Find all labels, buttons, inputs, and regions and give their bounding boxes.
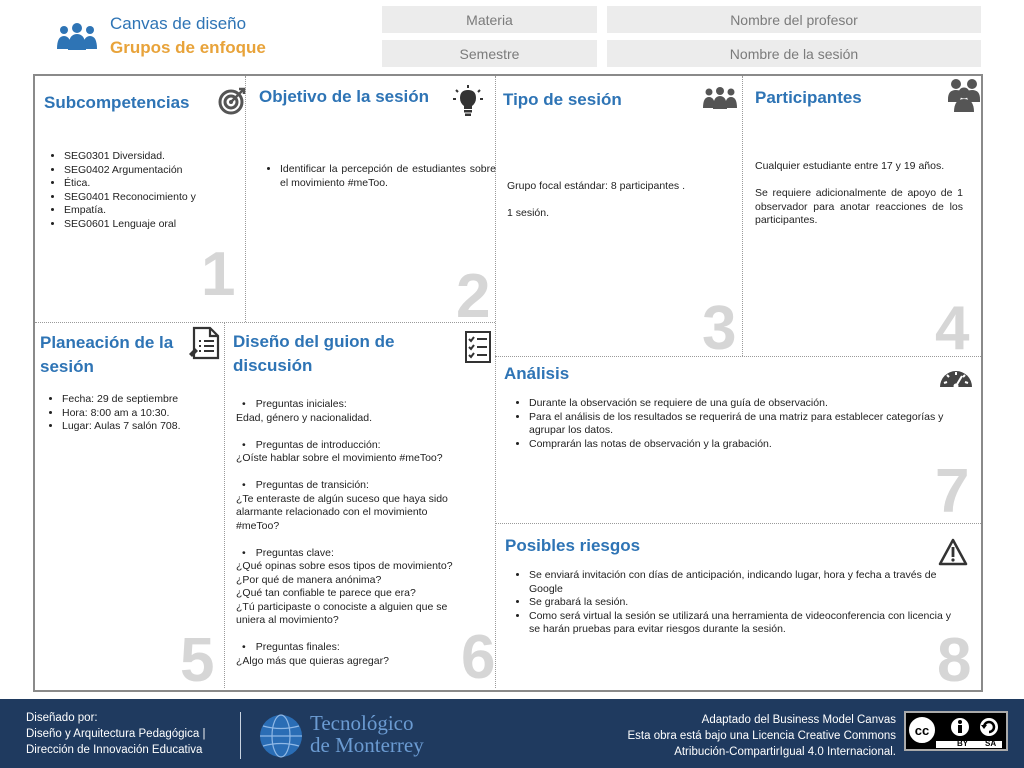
divider <box>224 322 225 688</box>
list-item: • Se enviará invitación con días de anticipación, indicando lugar, hora y fecha a través de Google <box>529 569 959 596</box>
question-line: alarmante relacionado con el movimiento <box>236 506 428 518</box>
group-icon <box>56 22 98 52</box>
analisis-title: Análisis <box>504 364 570 383</box>
analisis-list <box>507 397 959 451</box>
panel-number: 2 <box>456 262 491 331</box>
question-line: #meToo? <box>236 519 280 532</box>
tipo-title: Tipo de sesión <box>503 90 622 109</box>
logo-line: Tecnológico <box>310 711 414 735</box>
credits-line: Dirección de Innovación Educativa <box>26 744 203 756</box>
question-heading: • Preguntas de transición: <box>236 479 488 493</box>
guion-title-line2: discusión <box>233 356 313 375</box>
footer-license <box>560 712 896 760</box>
question-heading: • Preguntas iniciales: <box>236 398 488 412</box>
semestre-field[interactable]: Semestre <box>382 40 597 67</box>
question-heading: • Preguntas clave: <box>236 547 488 561</box>
credits-line: Diseñado por: <box>26 712 98 724</box>
tipo-text-2: 1 sesión. <box>507 207 550 219</box>
riesgos-title: Posibles riesgos <box>505 536 641 555</box>
list-item: • Comprarán las notas de observación y la grabación. <box>529 438 959 452</box>
logo-line: de Monterrey <box>310 733 424 757</box>
question-line: ¿Oíste hablar sobre el movimiento #meToo? <box>236 452 443 464</box>
checklist-icon <box>464 330 492 364</box>
question-line: ¿Tú participaste o conociste a alguien que se <box>236 600 448 613</box>
document-icon <box>187 326 221 360</box>
tec-logo-text <box>310 712 424 756</box>
list-item: • Ética. <box>64 177 254 191</box>
question-heading: • Preguntas finales: <box>236 641 488 655</box>
divider <box>495 356 981 357</box>
lightbulb-icon <box>453 85 483 115</box>
people-icon <box>947 77 981 113</box>
footer-credits <box>26 710 205 758</box>
planeacion-title <box>40 331 173 379</box>
cc-license-badge[interactable] <box>904 711 1008 751</box>
list-item: • Como será virtual la sesión se utilizará una herramienta de videoconferencia con licencia y se harán pruebas para evitar riesgos durante la sesión. <box>529 610 959 637</box>
list-item: • Hora: 8:00 am a 10:30. <box>62 407 242 421</box>
tipo-text-1: Grupo focal estándar: 8 participantes . <box>507 180 686 192</box>
participantes-text-2: Se requiere adicionalmente de apoyo de 1 observador para anotar reacciones de los participantes. <box>755 187 963 226</box>
cc-sa-label: SA <box>985 739 997 748</box>
profesor-field[interactable]: Nombre del profesor <box>607 6 981 33</box>
riesgos-list <box>507 569 959 637</box>
panel-number: 8 <box>937 626 972 695</box>
gauge-icon <box>938 363 974 389</box>
cc-by-label: BY <box>957 739 969 748</box>
spacer <box>236 466 488 480</box>
question-line: ¿Qué tan confiable te parece que era? <box>236 587 416 599</box>
spacer <box>236 628 488 642</box>
list-item: • Empatía. <box>64 204 254 218</box>
list-item: • SEG0301 Diversidad. <box>64 150 254 164</box>
globe-logo-icon <box>258 713 304 759</box>
question-line: uniera al movimiento? <box>236 614 339 626</box>
divider <box>35 322 495 323</box>
subcompetencias-list <box>42 150 254 231</box>
participantes-text-1: Cualquier estudiante entre 17 y 19 años. <box>755 160 945 172</box>
question-line: ¿Algo más que quieras agregar? <box>236 654 389 667</box>
list-item: • Identificar la percepción de estudiantes sobre el movimiento #meToo. <box>280 163 496 190</box>
canvas-title: Canvas de diseño <box>110 14 247 33</box>
sesion-field[interactable]: Nombre de la sesión <box>607 40 981 67</box>
divider <box>495 523 981 524</box>
guion-title <box>233 330 395 378</box>
footer-divider <box>240 712 241 759</box>
materia-field[interactable]: Materia <box>382 6 597 33</box>
planeacion-list <box>40 393 242 434</box>
license-line: Esta obra está bajo una Licencia Creative Commons <box>627 730 896 742</box>
credits-line: Diseño y Arquitectura Pedagógica | <box>26 728 206 740</box>
question-heading: • Preguntas de introducción: <box>236 439 488 453</box>
spacer <box>236 425 488 439</box>
question-line: ¿Qué opinas sobre esos tipos de movimiento? <box>236 560 453 572</box>
license-line: Atribución-CompartirIgual 4.0 Internacional. <box>674 746 896 758</box>
group-icon <box>703 86 737 110</box>
warning-icon <box>938 538 968 566</box>
panel-number: 1 <box>201 240 236 309</box>
guion-title-line1: Diseño del guion de <box>233 332 395 351</box>
list-item: • Fecha: 29 de septiembre <box>62 393 242 407</box>
question-line: Edad, género y nacionalidad. <box>236 411 373 424</box>
list-item: • Para el análisis de los resultados se requerirá de una matriz para establecer categorías y agrupar los datos. <box>529 411 959 438</box>
panel-number: 6 <box>461 623 496 692</box>
spacer <box>236 533 488 547</box>
objetivo-list <box>258 163 496 190</box>
list-item: • SEG0402 Argumentación <box>64 164 254 178</box>
planeacion-title-line2: sesión <box>40 357 94 376</box>
license-line: Adaptado del Business Model Canvas <box>701 714 896 726</box>
subcompetencias-title: Subcompetencias <box>44 93 190 112</box>
participantes-title: Participantes <box>755 88 862 107</box>
panel-number: 7 <box>935 457 970 526</box>
canvas-subtitle: Grupos de enfoque <box>110 38 266 57</box>
panel-number: 3 <box>702 294 737 363</box>
list-item: • SEG0601 Lenguaje oral <box>64 218 254 232</box>
svg-text:cc: cc <box>914 723 930 738</box>
panel-number: 4 <box>935 294 970 363</box>
target-icon <box>217 86 247 116</box>
list-item: • Lugar: Aulas 7 salón 708. <box>62 420 242 434</box>
list-item: • SEG0401 Reconocimiento y <box>64 191 254 205</box>
guion-questions <box>236 398 488 668</box>
question-line: ¿Por qué de manera anónima? <box>236 573 382 586</box>
list-item: • Se grabará la sesión. <box>529 596 959 610</box>
panel-number: 5 <box>180 626 215 695</box>
objetivo-title: Objetivo de la sesión <box>259 87 430 106</box>
question-line: ¿Te enteraste de algún suceso que haya sido <box>236 492 448 505</box>
divider <box>742 76 743 356</box>
list-item: • Durante la observación se requiere de una guía de observación. <box>529 397 959 411</box>
planeacion-title-line1: Planeación de la <box>40 333 174 352</box>
